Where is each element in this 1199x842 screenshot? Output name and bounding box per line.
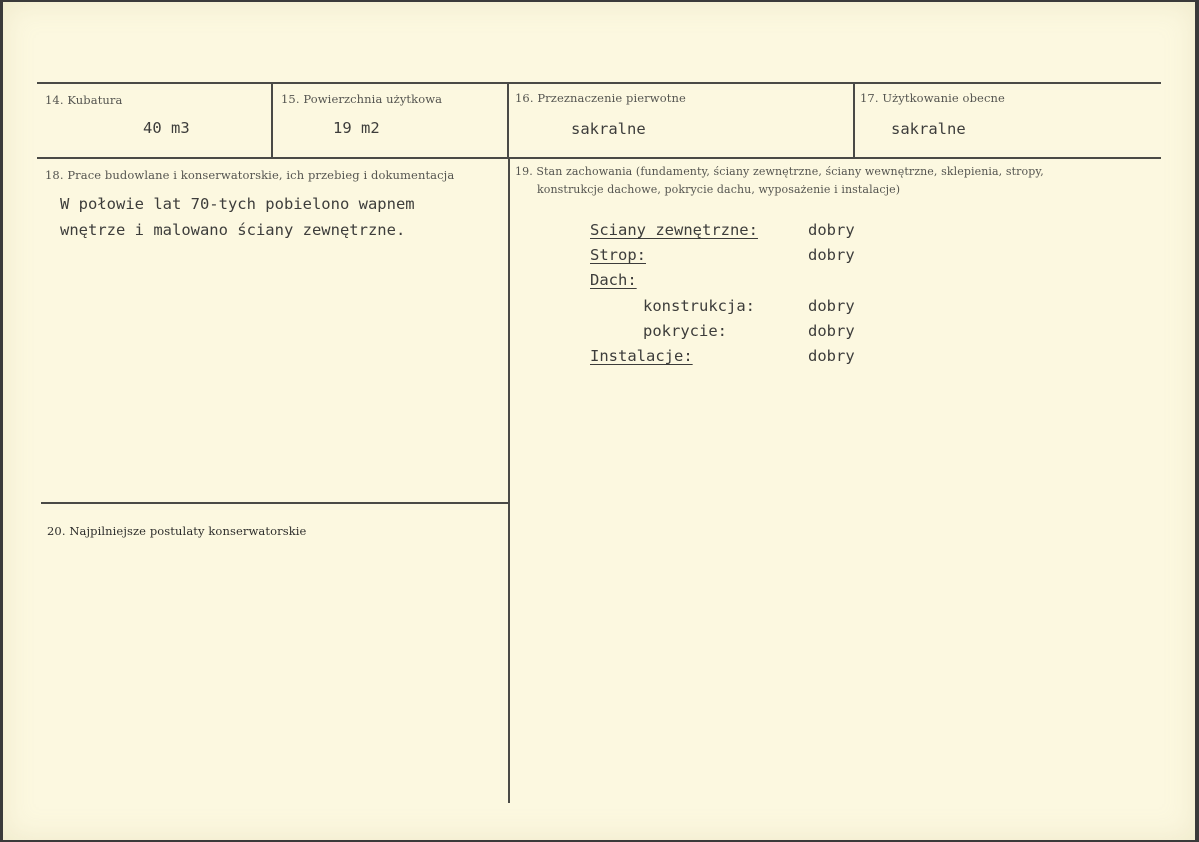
condition-label-installations: Instalacje: — [590, 347, 693, 365]
condition-label-roof-covering: pokrycie: — [643, 322, 727, 340]
record-card — [3, 2, 1195, 840]
field-14-value: 40 m3 — [143, 119, 190, 137]
field-18-line-1: W połowie lat 70-tych pobielono wapnem — [60, 195, 415, 213]
field-16-label: 16. Przeznaczenie pierwotne — [515, 91, 686, 105]
field-15-label: 15. Powierzchnia użytkowa — [281, 92, 443, 106]
condition-value-ceiling: dobry — [808, 246, 855, 264]
section-18-bottom-rule — [41, 502, 509, 504]
condition-label-roof: Dach: — [590, 271, 637, 289]
condition-label-ceiling: Strop: — [590, 246, 646, 264]
field-17-value: sakralne — [891, 120, 966, 138]
condition-value-exterior-walls: dobry — [808, 221, 855, 239]
condition-value-roof-structure: dobry — [808, 297, 855, 315]
divider-left-right — [508, 159, 510, 803]
divider-16-17 — [853, 84, 855, 157]
condition-label-roof-structure: konstrukcja: — [643, 297, 755, 315]
field-19-label-line-1: 19. Stan zachowania (fundamenty, ściany zewnętrzne, ściany wewnętrzne, sklepienia, stropy, — [515, 165, 1044, 178]
field-16-value: sakralne — [571, 120, 646, 138]
field-18-line-2: wnętrze i malowano ściany zewnętrzne. — [60, 221, 406, 239]
field-18-label: 18. Prace budowlane i konserwatorskie, ich przebieg i dokumentacja — [45, 168, 455, 182]
condition-value-roof-covering: dobry — [808, 322, 855, 340]
divider-15-16 — [507, 84, 509, 157]
top-rule — [37, 82, 1161, 84]
field-19-label-line-2: konstrukcje dachowe, pokrycie dachu, wyposażenie i instalacje) — [537, 183, 901, 196]
field-17-label: 17. Użytkowanie obecne — [860, 91, 1005, 105]
field-20-label: 20. Najpilniejsze postulaty konserwatorskie — [47, 524, 307, 538]
field-14-label: 14. Kubatura — [45, 93, 123, 107]
condition-label-exterior-walls: Sciany zewnętrzne: — [590, 221, 758, 239]
divider-14-15 — [271, 84, 273, 157]
condition-value-installations: dobry — [808, 347, 855, 365]
field-15-value: 19 m2 — [333, 119, 380, 137]
middle-rule — [37, 157, 1161, 159]
